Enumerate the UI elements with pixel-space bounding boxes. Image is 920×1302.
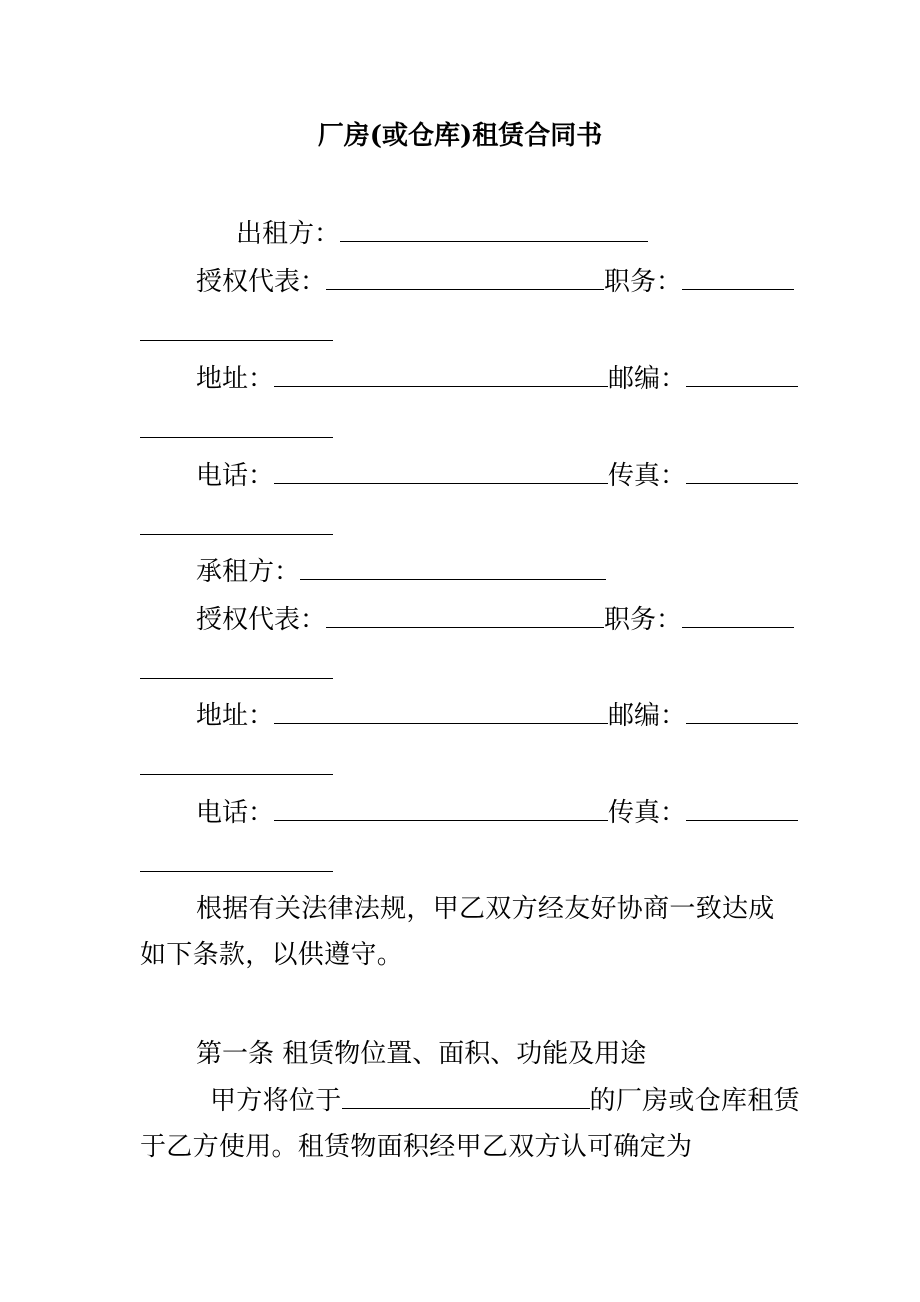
article-1-heading: 第一条 租赁物位置、面积、功能及用途 [196, 1039, 647, 1069]
lessor-row [236, 216, 648, 252]
lessor-position-label: 职务： [604, 267, 683, 297]
article-1-text-before: 甲方将位于 [210, 1086, 342, 1116]
lessor-phone-row [196, 458, 798, 494]
lessor-fax-label: 传真： [608, 461, 687, 491]
lessee-phone-row [196, 795, 798, 831]
lessee-postcode-blank[interactable] [686, 701, 798, 724]
lessor-rep-blank[interactable] [326, 267, 604, 290]
lessee-fax-blank[interactable] [686, 798, 798, 821]
lessor-position-blank[interactable] [682, 267, 794, 290]
location-blank[interactable] [342, 1086, 590, 1109]
document-title: 厂房(或仓库)租赁合同书 [317, 121, 603, 151]
lessee-row [196, 554, 606, 590]
lessor-phone-blank[interactable] [274, 461, 608, 484]
article-1-paragraph [140, 1078, 800, 1170]
lessee-position-label: 职务： [604, 605, 683, 635]
lessee-phone-label: 电话： [196, 798, 275, 828]
lessor-address-label: 地址： [196, 364, 275, 394]
lessee-blank[interactable] [300, 557, 606, 580]
lessor-address-row [196, 361, 798, 397]
lessor-fax-blank-cont[interactable] [140, 534, 333, 535]
lessor-position-blank-cont[interactable] [140, 340, 333, 341]
lessee-postcode-blank-cont[interactable] [140, 774, 333, 775]
lessee-rep-row [196, 602, 794, 638]
lessee-fax-blank-cont[interactable] [140, 871, 333, 872]
lessee-address-blank[interactable] [274, 701, 608, 724]
lessee-rep-blank[interactable] [326, 605, 604, 628]
lessee-position-blank[interactable] [682, 605, 794, 628]
lessee-fax-label: 传真： [608, 798, 687, 828]
lessee-rep-label: 授权代表： [196, 605, 327, 635]
lessee-position-blank-cont[interactable] [140, 678, 333, 679]
lessor-postcode-label: 邮编： [608, 364, 687, 394]
article-1-text-after: 的厂房或仓库租赁于乙方使用。租赁物面积经甲乙双方认可确定为 [140, 1086, 800, 1162]
lessee-label: 承租方： [196, 557, 301, 587]
lessor-rep-label: 授权代表： [196, 267, 327, 297]
lessee-address-row [196, 698, 798, 734]
lessee-phone-blank[interactable] [274, 798, 608, 821]
lessor-address-blank[interactable] [274, 364, 608, 387]
lessor-phone-label: 电话： [196, 461, 275, 491]
lessor-postcode-blank-cont[interactable] [140, 437, 333, 438]
lessor-fax-blank[interactable] [686, 461, 798, 484]
lessee-postcode-label: 邮编： [608, 701, 687, 731]
lessor-blank[interactable] [340, 219, 648, 242]
intro-paragraph: 根据有关法律法规，甲乙双方经友好协商一致达成如下条款，以供遵守。 [140, 894, 775, 970]
lessor-postcode-blank[interactable] [686, 364, 798, 387]
lessor-label: 出租方： [236, 219, 341, 249]
lessee-address-label: 地址： [196, 701, 275, 731]
lessor-rep-row [196, 264, 794, 300]
